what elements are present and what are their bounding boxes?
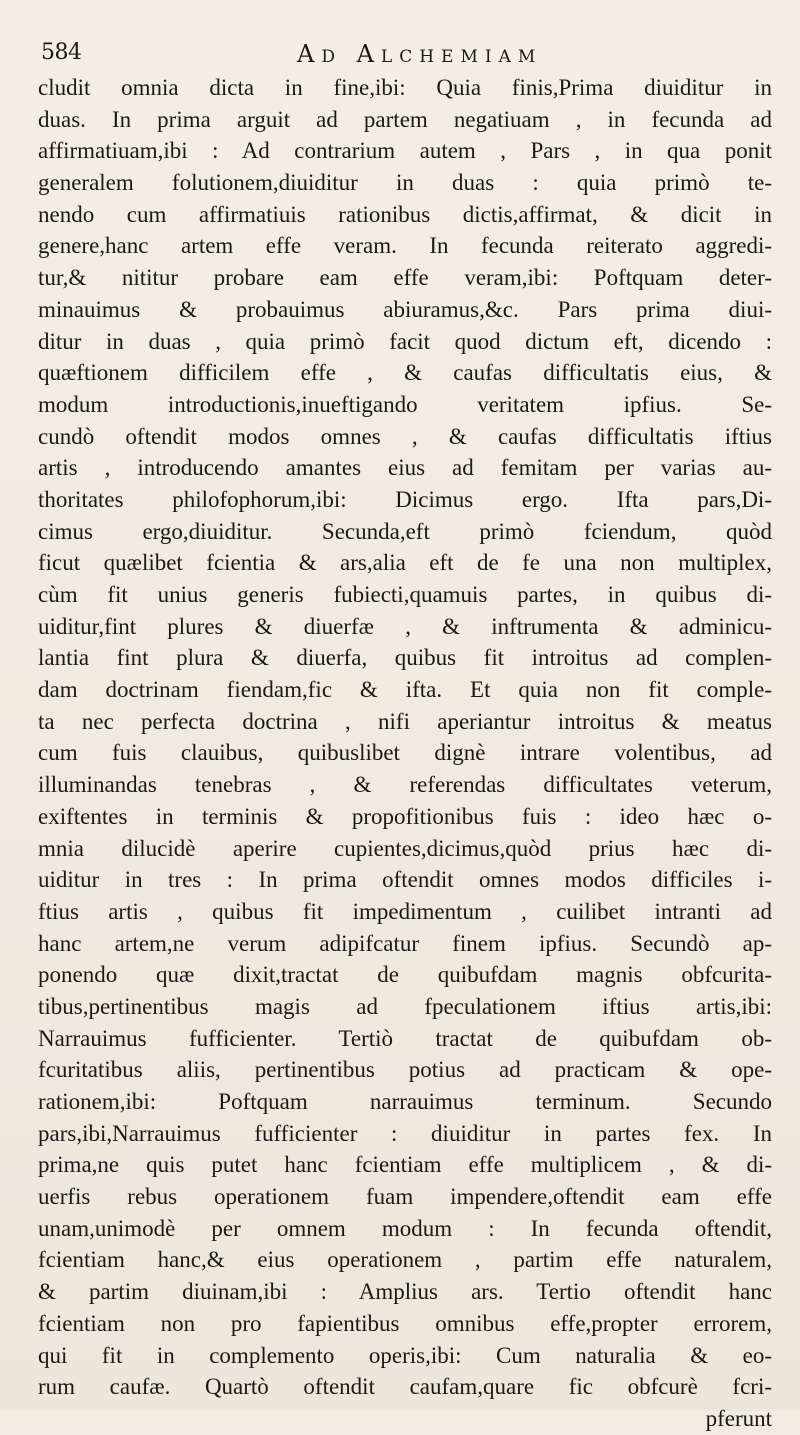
text-line: genere,hanc artem effe veram. In fecunda reiterato aggredi- [38,233,772,259]
text-line: & partim diuinam,ibi : Amplius ars. Tertio oftendit hanc [38,1279,772,1305]
text-line: tur,& nititur probare eam effe veram,ibi: Poftquam deter- [38,265,772,291]
text-line: uerfis rebus operationem fuam impendere,oftendit eam effe [38,1184,772,1210]
text-line: lantia fint plura & diuerfa, quibus fit introitus ad complen- [38,645,772,671]
text-line: cimus ergo,diuiditur. Secunda,eft primò fciendum, quòd [38,518,772,544]
text-line: ftius artis , quibus fit impedimentum , cuilibet intranti ad [38,898,772,924]
text-line: cludit omnia dicta in fine,ibi: Quia finis,Prima diuiditur in [38,75,772,100]
text-line: ponendo quæ dixit,tractat de quibufdam magnis obfcurita- [38,962,772,988]
page-header [41,40,741,70]
text-line: ditur in duas , quia primò facit quod dictum eft, dicendo : [38,328,772,354]
text-line: duas. In prima arguit ad partem negatiuam , in fecunda ad [38,106,772,132]
text-line: Narrauimus fufficienter. Tertiò tractat de quibufdam ob- [38,1025,772,1051]
text-line: generalem folutionem,diuiditur in duas : quia primò te- [38,170,772,196]
text-line: dam doctrinam fiendam,fic & ifta. Et quia non fit comple- [38,677,772,703]
text-line: minauimus & probauimus abiuramus,&c. Pars prima diui- [38,296,772,322]
text-line: pferunt [705,1405,772,1431]
body-text [38,72,772,1435]
text-line: exiftentes in terminis & propofitionibus fuis : ideo hæc o- [38,803,772,829]
text-line: quæftionem difficilem effe , & caufas difficultatis eius, & [38,360,772,386]
text-line: tibus,pertinentibus magis ad fpeculationem iftius artis,ibi: [38,993,772,1019]
running-head: Ad Alchemiam [297,40,543,68]
text-line: thoritates philofophorum,ibi: Dicimus ergo. Ifta pars,Di- [38,486,772,512]
text-line: pars,ibi,Narrauimus fufficienter : diuiditur in partes fex. In [38,1120,772,1146]
text-line: ficut quælibet fcientia & ars,alia eft de fe una non multiplex, [38,550,772,576]
text-line: mnia dilucidè aperire cupientes,dicimus,quòd prius hæc di- [38,835,772,861]
text-line: prima,ne quis putet hanc fcientiam effe multiplicem , & di- [38,1152,772,1178]
text-line: fcientiam non pro fapientibus omnibus effe,propter errorem, [38,1310,772,1336]
text-line: ta nec perfecta doctrina , nifi aperiantur introitus & meatus [38,708,772,734]
text-line: nendo cum affirmatiuis rationibus dictis,affirmat, & dicit in [38,201,772,227]
page-number: 584 [41,40,82,65]
text-line: qui fit in complemento operis,ibi: Cum naturalia & eo- [38,1342,772,1368]
text-line: illuminandas tenebras , & referendas difficultates veterum, [38,772,772,798]
text-line: cùm fit unius generis fubiecti,quamuis partes, in quibus di- [38,582,772,607]
text-line: uiditur,fint plures & diuerfæ , & inftrumenta & adminicu- [38,613,772,639]
text-line: cum fuis clauibus, quibuslibet dignè intrare volentibus, ad [38,740,772,766]
text-line: uiditur in tres : In prima oftendit omnes modos difficiles i- [38,867,772,893]
text-line: rum caufæ. Quartò oftendit caufam,quare fic obfcurè fcri- [38,1374,772,1400]
text-line: unam,unimodè per omnem modum : In fecunda oftendit, [38,1215,772,1241]
text-line: rationem,ibi: Poftquam narrauimus terminum. Secundo [38,1089,772,1114]
text-line: modum introductionis,inueftigando veritatem ipfius. Se- [38,391,772,417]
text-line: cundò oftendit modos omnes , & caufas difficultatis iftius [38,423,772,449]
text-line: fcuritatibus aliis, pertinentibus potius ad practicam & ope- [38,1057,772,1083]
text-line: fcientiam hanc,& eius operationem , partim effe naturalem, [38,1247,772,1273]
text-line: artis , introducendo amantes eius ad femitam per varias au- [38,455,772,481]
text-line: hanc artem,ne verum adipifcatur finem ipfius. Secundò ap- [38,930,772,956]
text-line: affirmatiuam,ibi : Ad contrarium autem , Pars , in qua ponit [38,138,772,164]
